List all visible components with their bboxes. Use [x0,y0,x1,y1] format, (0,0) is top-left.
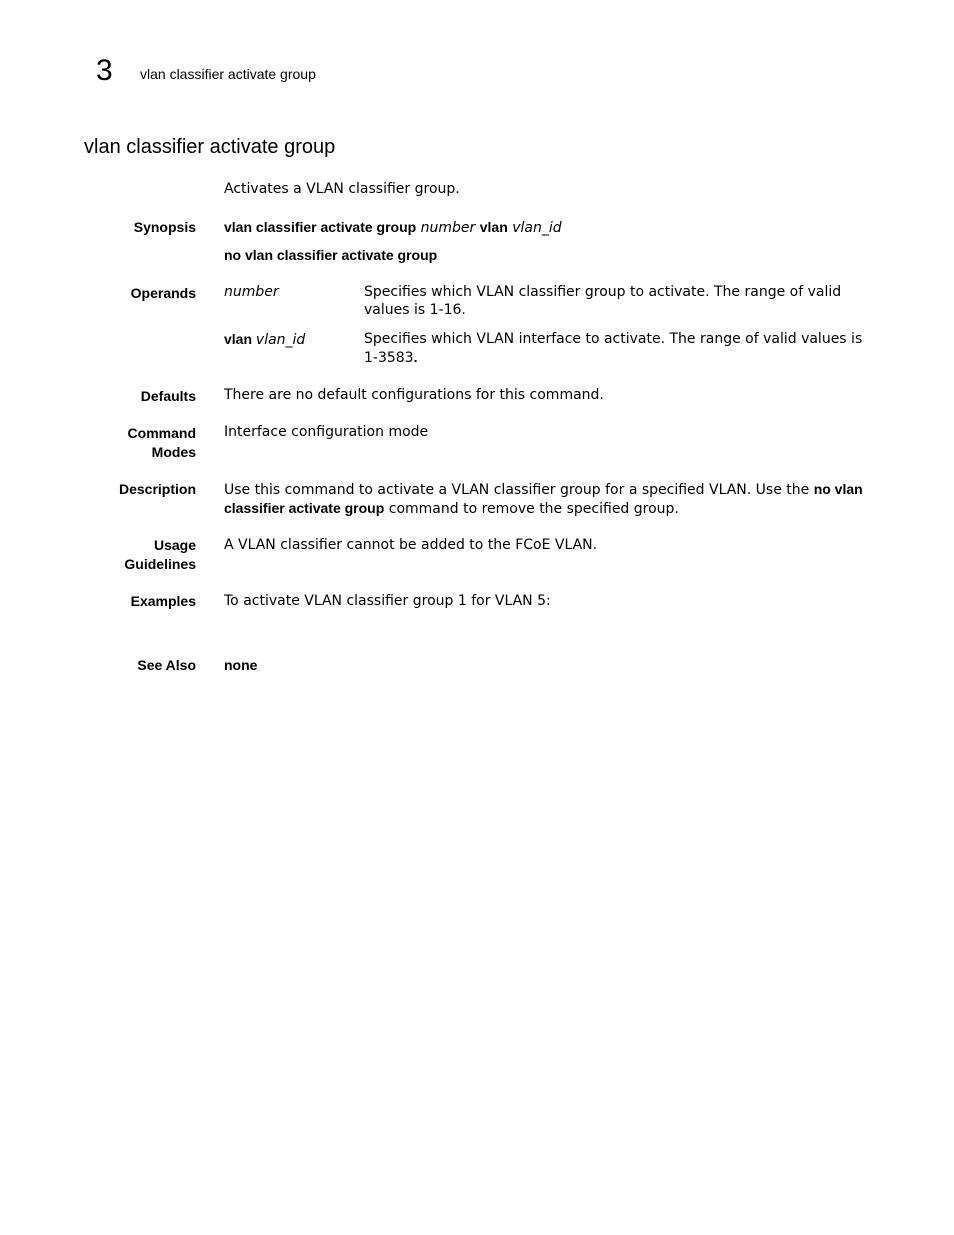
command-modes-label-line1: Command [127,425,196,441]
operand-description-vlan-text: Specifies which VLAN interface to activate. The range of valid values is 1-3583 [364,331,863,366]
description-text [224,480,874,518]
examples-label: Examples [130,593,196,609]
synopsis-command: vlan classifier activate group [224,219,417,235]
synopsis-arg-number: number [420,220,476,236]
command-modes-label-line2: Modes [151,444,196,460]
see-also-text: none [224,657,258,673]
operand-name-number: number [224,284,279,300]
usage-guidelines-label [124,536,196,574]
synopsis-label: Synopsis [133,219,196,235]
usage-guidelines-label-line1: Usage [153,537,196,553]
page-title: vlan classifier activate group [84,136,336,158]
operand-keyword-vlan: vlan [224,331,253,347]
operands-label: Operands [130,285,196,301]
defaults-text: There are no default configurations for this command. [224,387,604,403]
description-command: no vlan classifier activate group [224,481,863,516]
operand-description-vlan [364,330,874,367]
examples-text: To activate VLAN classifier group 1 for VLAN 5: [224,593,551,609]
see-also-label: See Also [137,657,196,673]
synopsis-line-2: no vlan classifier activate group [224,247,438,263]
operand-name-vlan [224,330,305,349]
running-title: vlan classifier activate group [140,66,316,82]
command-modes-label [128,424,196,462]
usage-guidelines-label-line2: Guidelines [124,556,196,572]
defaults-label: Defaults [140,388,196,404]
command-modes-text: Interface configuration mode [224,424,429,440]
synopsis-line-1 [224,218,562,237]
chapter-number: 3 [96,54,113,87]
operand-arg-vlan-id: vlan_id [255,332,306,348]
description-label: Description [118,481,196,497]
operand-description-number: Specifies which VLAN classifier group to activate. The range of valid values is 1-16. [364,284,842,318]
description-text-before: Use this command to activate a VLAN classifier group for a specified VLAN. Use the [224,482,814,498]
operand-description-vlan-period: . [413,349,418,365]
description-text-after: command to remove the specified group. [384,501,679,517]
synopsis-arg-vlan-id: vlan_id [512,220,562,236]
usage-guidelines-text: A VLAN classifier cannot be added to the FCoE VLAN. [224,537,598,553]
command-summary: Activates a VLAN classifier group. [224,181,460,197]
synopsis-keyword-vlan: vlan [479,219,508,235]
